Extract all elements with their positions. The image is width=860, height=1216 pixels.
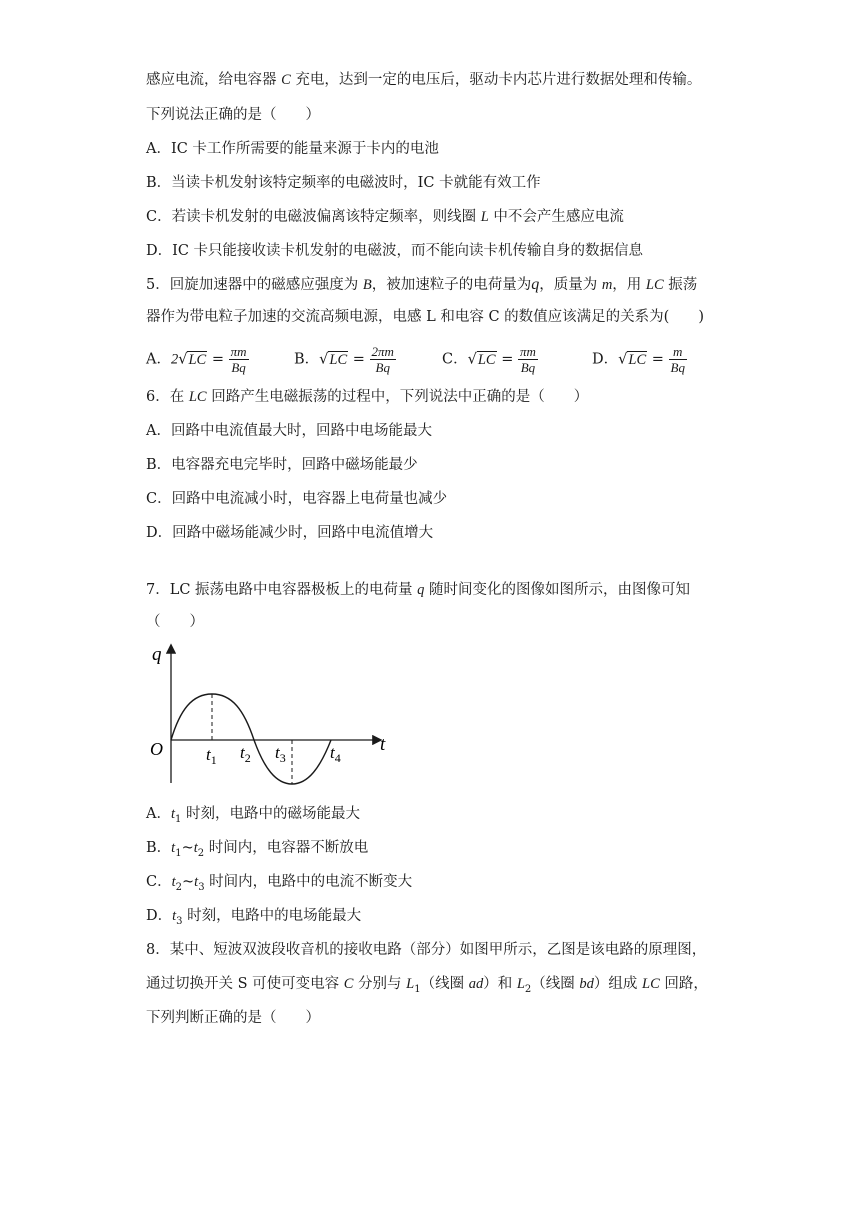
text: C．若读卡机发射的电磁波偏离该特定频率，则线圈 (146, 209, 481, 225)
t1-letter: t (206, 745, 211, 764)
subscript: 1 (175, 813, 182, 825)
radicand: LC (188, 351, 207, 368)
text: 时刻，电路中的磁场能最大 (181, 806, 360, 822)
text: 中不会产生感应电流 (488, 209, 624, 225)
q5-option-c: C．√LC = $\frac{\pi m}{Bq}$ (442, 344, 536, 375)
radicand: LC (477, 351, 496, 368)
text: 充电，达到一定的电压后，驱动卡内芯片进行数据处理和传输。 (290, 72, 702, 88)
symbol-l: L (480, 209, 489, 225)
text: A． (146, 806, 171, 822)
subscript: 3 (198, 881, 205, 893)
sqrt-sign: √ (178, 351, 188, 368)
q8-stem-line-1: 8．某中、短波双波段收音机的接收电路（部分）如图甲所示，乙图是该电路的原理图， (146, 942, 707, 958)
text: B． (146, 840, 172, 856)
q4-option-b: B．当读卡机发射该特定频率的电磁波时，IC 卡就能有效工作 (146, 175, 541, 191)
q5-stem-line-2: 器作为带电粒子加速的交流高频电源，电感 L 和电容 C 的数值应该满足的关系为( ) (146, 309, 704, 325)
t-axis-label: t (380, 734, 386, 755)
text: 时间内，电路中的电流不断变大 (204, 874, 413, 890)
subscript: 2 (524, 983, 532, 995)
q4-option-c (146, 207, 624, 227)
t3-label (275, 743, 286, 765)
numerator: m (669, 344, 687, 360)
text: 6．在 (146, 389, 189, 405)
symbol-m: m (601, 277, 613, 293)
fraction (518, 344, 538, 375)
fraction (669, 344, 687, 375)
q5-options (146, 344, 706, 378)
subscript: 3 (176, 915, 183, 927)
symbol-l2: L (516, 976, 525, 992)
denominator: Bq (231, 360, 246, 375)
q6-option-a: A．回路中电流值最大时，回路中电场能最大 (146, 423, 432, 439)
t1-subscript: 1 (210, 753, 217, 767)
text: 回路产生电磁振荡的过程中，下列说法中正确的是（ ） (206, 389, 589, 405)
denominator: Bq (520, 360, 536, 375)
q7-stem (146, 580, 690, 600)
subscript: 1 (175, 847, 182, 859)
q5-option-d: D．√LC = $\frac{m}{Bq}$ (592, 344, 685, 375)
q-axis-label: q (152, 644, 162, 665)
q4-option-a: A．IC 卡工作所需要的能量来源于卡内的电池 (146, 141, 439, 157)
text: 时间内，电容器不断放电 (204, 840, 369, 856)
q7-option-a (146, 804, 360, 830)
symbol-q: q (417, 582, 425, 598)
option-label: B． (294, 351, 320, 368)
t2-label (240, 743, 251, 765)
symbol-t: t (172, 908, 177, 924)
text: D． (146, 908, 173, 924)
q8-stem-line-2 (146, 974, 708, 1000)
text: 5．回旋加速器中的磁感应强度为 (146, 277, 363, 293)
t2-letter: t (240, 743, 245, 762)
subscript: 1 (414, 983, 421, 995)
symbol-c: C (343, 976, 354, 992)
numerator: πm (519, 344, 536, 359)
text: （线圈 (531, 976, 580, 992)
intro-line-1 (146, 70, 701, 90)
q6-option-d: D．回路中磁场能减少时，回路中电流值增大 (146, 525, 434, 541)
coefficient: 2 (170, 351, 179, 368)
option-label: A． (146, 351, 171, 368)
fraction (370, 344, 396, 375)
tilde: ~ (181, 840, 194, 856)
text: 时刻，电路中的电场能最大 (182, 908, 362, 924)
symbol-bd: bd (579, 976, 594, 992)
q7-option-c (146, 872, 412, 898)
tilde: ~ (182, 874, 195, 890)
symbol-l1: L (406, 976, 415, 992)
q5-stem-line-1 (146, 275, 697, 295)
q8-stem-line-3: 下列判断正确的是（ ） (146, 1010, 320, 1026)
text: 分别与 (353, 976, 407, 992)
q6-option-b: B．电容器充电完毕时，回路中磁场能最少 (146, 457, 418, 473)
numerator: 2πm (371, 344, 394, 359)
subscript: 2 (175, 881, 183, 893)
q7-paren: （ ） (146, 614, 204, 630)
t1-label (206, 745, 217, 767)
t2-subscript: 2 (244, 751, 251, 765)
t3-letter: t (275, 743, 280, 762)
symbol-t: t (171, 874, 176, 890)
q4-option-d: D．IC 卡只能接收读卡机发射的电磁波，而不能向读卡机传输自身的数据信息 (146, 243, 644, 259)
radicand: LC (628, 351, 647, 368)
symbol-c: C (281, 72, 291, 88)
sqrt-sign: √ (467, 351, 477, 368)
sqrt-sign: √ (319, 351, 329, 368)
symbol-t: t (170, 806, 176, 822)
numerator: πm (230, 344, 247, 359)
option-label: D． (592, 351, 619, 368)
t4-subscript: 4 (334, 751, 341, 765)
intro-line-2: 下列说法正确的是（ ） (146, 107, 320, 123)
q6-option-c: C．回路中电流减小时，电容器上电荷量也减少 (146, 491, 448, 507)
subscript: 2 (197, 847, 205, 859)
text: ）组成 (593, 976, 642, 992)
text: C． (146, 874, 172, 890)
symbol-ad: ad (468, 976, 484, 992)
charge-curve (171, 694, 331, 784)
q5-option-a: A．2√LC = $\frac{\pi m}{Bq}$ (146, 344, 247, 375)
radicand: LC (329, 351, 348, 368)
origin-label: O (150, 739, 163, 759)
text: 感应电流，给电容器 (146, 72, 282, 88)
symbol-lc: LC (645, 277, 664, 293)
t4-label (330, 743, 341, 765)
symbol-t: t (194, 874, 199, 890)
fraction (229, 344, 249, 375)
q7-option-b (146, 838, 368, 864)
symbol-lc: LC (642, 976, 660, 992)
option-label: C． (442, 351, 468, 368)
t4-letter: t (330, 743, 335, 762)
text: 随时间变化的图像如图所示，由图像可知 (424, 582, 691, 598)
symbol-q: q (531, 276, 540, 293)
symbol-b: B (362, 277, 372, 293)
sqrt-sign: √ (618, 351, 628, 368)
q7-charge-time-graph (140, 638, 400, 798)
text: 通过切换开关 S 可使可变电容 (146, 976, 344, 992)
symbol-lc: LC (188, 389, 207, 405)
text: 回路， (659, 976, 708, 992)
text: ，被加速粒子的电荷量为 (371, 277, 532, 293)
text: 7．LC 振荡电路中电容器极板上的电荷量 (146, 582, 418, 598)
symbol-t: t (171, 840, 176, 856)
denominator: Bq (375, 360, 390, 375)
text: （线圈 (420, 976, 469, 992)
text: 振荡 (663, 277, 698, 293)
denominator: Bq (670, 360, 685, 375)
t3-subscript: 3 (279, 751, 286, 765)
symbol-t: t (193, 840, 198, 856)
q7-option-d (146, 906, 361, 932)
text: ，用 (612, 277, 646, 293)
text: ，质量为 (539, 277, 602, 293)
text: ）和 (483, 976, 517, 992)
q6-stem (146, 387, 588, 407)
q5-option-b: B．√LC = $\frac{2\pi m}{Bq}$ (294, 344, 394, 375)
